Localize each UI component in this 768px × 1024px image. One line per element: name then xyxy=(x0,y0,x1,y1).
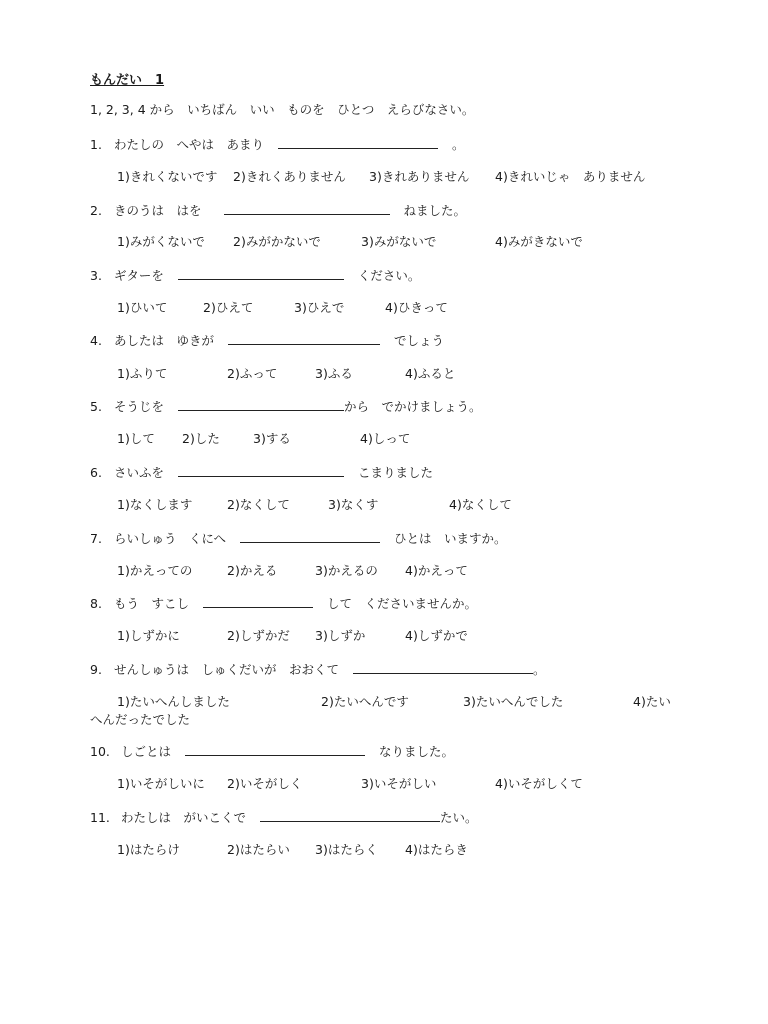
question-tail: たい。 xyxy=(440,810,478,825)
question-number: 5. xyxy=(90,399,102,414)
question-text: わたしの へやは あまり xyxy=(114,137,265,152)
answer-blank[interactable] xyxy=(353,663,533,674)
answer-option-4[interactable]: 4)なくして xyxy=(449,497,512,512)
answer-option-4[interactable]: 4)しずかで xyxy=(405,628,468,643)
question-7 xyxy=(90,532,507,546)
answer-option-2[interactable]: 2)みがかないで xyxy=(233,234,321,249)
answer-option-1[interactable]: 1)みがくないで xyxy=(117,234,205,249)
question-3 xyxy=(90,269,420,283)
answer-option-4[interactable]: 4)ふると xyxy=(405,366,456,381)
question-text: あしたは ゆきが xyxy=(114,333,215,348)
answer-option-1[interactable]: 1)ふりて xyxy=(117,366,168,381)
answer-option-4[interactable]: 4)きれいじゃ ありません xyxy=(495,169,646,184)
question-number: 2. xyxy=(90,203,102,218)
question-text: らいしゅう くにへ xyxy=(114,531,227,546)
question-6 xyxy=(90,466,433,480)
question-tail: でしょう xyxy=(394,333,445,348)
answer-option-3[interactable]: 3)する xyxy=(253,431,291,446)
answer-option-3[interactable]: 3)たいへんでした xyxy=(463,694,564,709)
question-number: 4. xyxy=(90,333,102,348)
answer-option-4[interactable]: 4)ひきって xyxy=(385,300,448,315)
answer-option-2[interactable]: 2)した xyxy=(182,431,220,446)
question-number: 11. xyxy=(90,810,110,825)
question-number: 6. xyxy=(90,465,102,480)
answer-option-3[interactable]: 3)ひえで xyxy=(294,300,345,315)
answer-option-1[interactable]: 1)たいへんしました xyxy=(117,694,230,709)
answer-option-3[interactable]: 3)きれありません xyxy=(369,169,470,184)
answer-option-3[interactable]: 3)しずか xyxy=(315,628,366,643)
answer-blank[interactable] xyxy=(178,466,344,477)
answer-blank[interactable] xyxy=(178,269,344,280)
answer-option-2[interactable]: 2)たいへんです xyxy=(321,694,409,709)
question-tail: ねました。 xyxy=(403,203,467,218)
answer-blank[interactable] xyxy=(185,745,365,756)
answer-option-2[interactable]: 2)しずかだ xyxy=(227,628,290,643)
answer-option-4[interactable]: 4)かえって xyxy=(405,563,468,578)
answer-option-4[interactable]: 4)はたらき xyxy=(405,842,468,857)
page-title: もんだい 1 xyxy=(90,73,165,88)
answer-option-2[interactable]: 2)いそがしく xyxy=(227,776,303,791)
question-number: 3. xyxy=(90,268,102,283)
question-11 xyxy=(90,811,478,825)
question-10 xyxy=(90,745,454,759)
answer-option-1[interactable]: 1)して xyxy=(117,431,155,446)
question-1 xyxy=(90,138,465,152)
answer-option-3[interactable]: 3)いそがしい xyxy=(361,776,437,791)
answer-option-4[interactable]: 4)いそがしくて xyxy=(495,776,583,791)
question-tail: 。 xyxy=(452,137,465,152)
answer-option-1[interactable]: 1)いそがしいに xyxy=(117,776,205,791)
answer-blank[interactable] xyxy=(224,204,390,215)
answer-option-1[interactable]: 1)かえっての xyxy=(117,563,193,578)
question-tail: 。 xyxy=(533,662,546,677)
answer-option-2[interactable]: 2)きれくありません xyxy=(233,169,346,184)
question-number: 8. xyxy=(90,596,102,611)
question-2 xyxy=(90,204,466,218)
answer-option-3[interactable]: 3)なくす xyxy=(328,497,379,512)
question-text: わたしは がいこくで xyxy=(121,810,247,825)
question-8 xyxy=(90,597,477,611)
question-tail: して くださいませんか。 xyxy=(327,596,478,611)
question-text: もう すこし xyxy=(114,596,190,611)
question-text: せんしゅうは しゅくだいが おおくて xyxy=(114,662,340,677)
answer-option-3[interactable]: 3)かえるの xyxy=(315,563,378,578)
answer-option-4[interactable]: 4)しって xyxy=(360,431,411,446)
answer-option-1[interactable]: 1)しずかに xyxy=(117,628,180,643)
answer-option-1[interactable]: 1)ひいて xyxy=(117,300,168,315)
question-text: きのうは はを xyxy=(114,203,202,218)
question-number: 7. xyxy=(90,531,102,546)
question-tail: こまりました xyxy=(358,465,434,480)
answer-option-2[interactable]: 2)ひえて xyxy=(203,300,254,315)
question-5 xyxy=(90,400,482,414)
question-text: そうじを xyxy=(114,399,165,414)
answer-option-2[interactable]: 2)かえる xyxy=(227,563,278,578)
question-number: 1. xyxy=(90,137,102,152)
question-tail: から でかけましょう。 xyxy=(344,399,482,414)
question-9 xyxy=(90,663,546,677)
answer-option-3[interactable]: 3)みがないで xyxy=(361,234,437,249)
answer-blank[interactable] xyxy=(178,400,344,411)
question-text: さいふを xyxy=(114,465,165,480)
answer-blank[interactable] xyxy=(203,597,313,608)
answer-option-2[interactable]: 2)はたらい xyxy=(227,842,290,857)
answer-option-1[interactable]: 1)はたらけ xyxy=(117,842,180,857)
question-number: 9. xyxy=(90,662,102,677)
answer-option-4[interactable]: 4)みがきないで xyxy=(495,234,583,249)
question-tail: ください。 xyxy=(357,268,421,283)
answer-option-3[interactable]: 3)はたらく xyxy=(315,842,378,857)
answer-blank[interactable] xyxy=(260,811,440,822)
answer-blank[interactable] xyxy=(240,532,380,543)
question-tail: なりました。 xyxy=(379,744,455,759)
answer-option-2[interactable]: 2)なくして xyxy=(227,497,290,512)
question-tail: ひとは いますか。 xyxy=(394,531,507,546)
option-continuation: へんだったでした xyxy=(90,712,191,727)
answer-option-4[interactable]: 4)たい xyxy=(633,694,671,709)
answer-blank[interactable] xyxy=(228,334,380,345)
question-number: 10. xyxy=(90,744,110,759)
answer-option-1[interactable]: 1)なくします xyxy=(117,497,193,512)
question-text: しごとは xyxy=(121,744,172,759)
question-4 xyxy=(90,334,444,348)
question-text: ギターを xyxy=(114,268,164,283)
answer-option-1[interactable]: 1)きれくないです xyxy=(117,169,218,184)
answer-blank[interactable] xyxy=(278,138,438,149)
instructions: 1, 2, 3, 4 から いちばん いい ものを ひとつ えらびなさい。 xyxy=(90,102,475,117)
answer-option-3[interactable]: 3)ふる xyxy=(315,366,353,381)
answer-option-2[interactable]: 2)ふって xyxy=(227,366,278,381)
